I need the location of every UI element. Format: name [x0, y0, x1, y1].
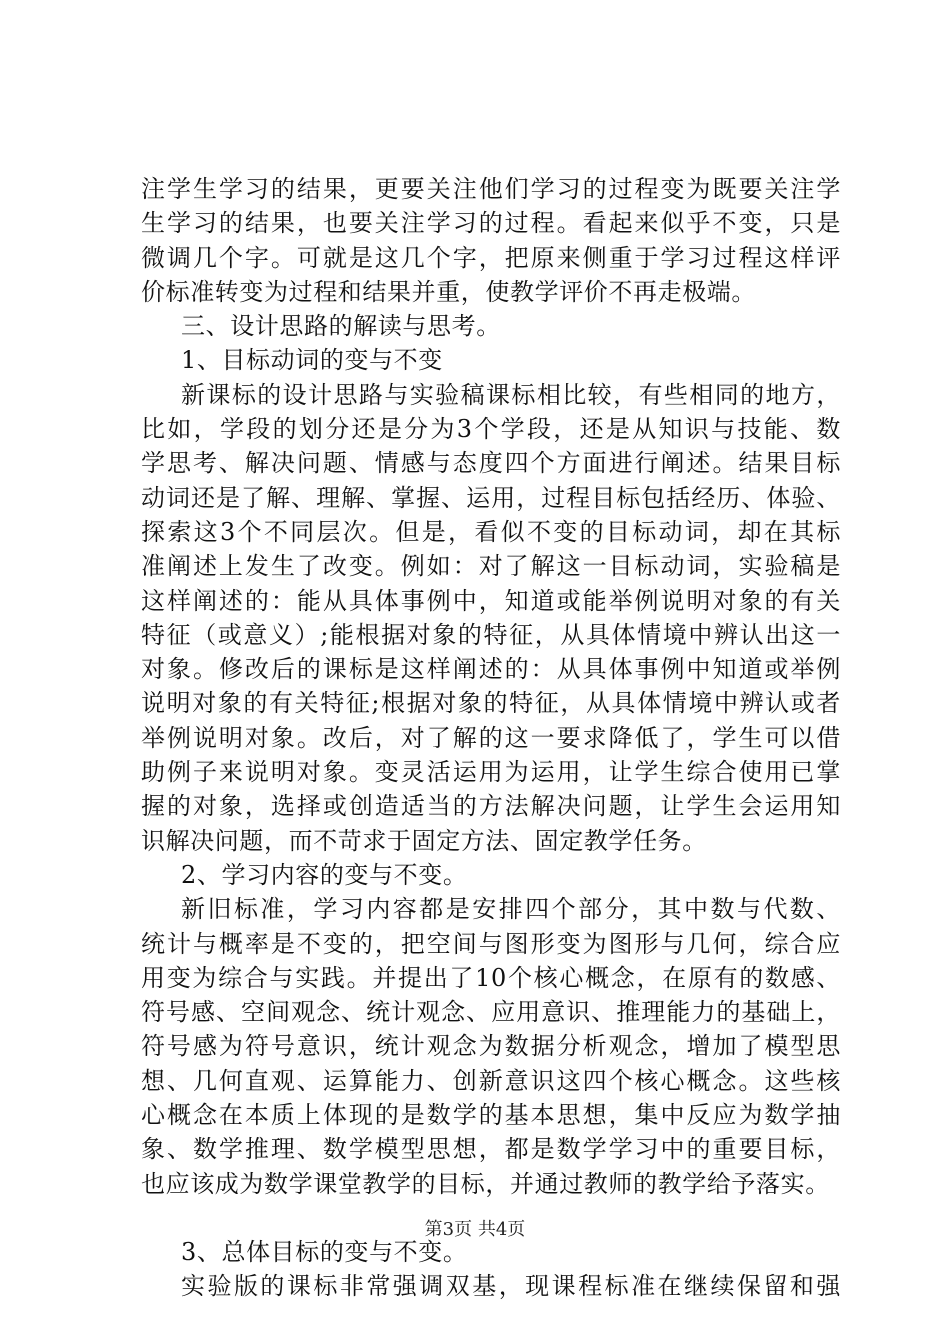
text-line: 握的对象，选择或创造适当的方法解决问题，让学生会运用知 — [141, 792, 841, 821]
text-line: 这样阐述的：能从具体事例中，知道或能举例说明对象的有关 — [141, 586, 841, 615]
page-footer: 第3页 共4页 — [424, 1219, 526, 1240]
text-line: 心概念在本质上体现的是数学的基本思想，集中反应为数学抽 — [141, 1101, 841, 1130]
text-line: 助例子来说明对象。变灵活运用为运用，让学生综合使用已掌 — [141, 758, 841, 787]
text-line: 统计与概率是不变的，把空间与图形变为图形与几何，综合应 — [141, 929, 841, 958]
text-line: 注学生学习的结果，更要关注他们学习的过程变为既要关注学 — [141, 175, 841, 203]
text-line: 符号感为符号意识，统计观念为数据分析观念，增加了模型思 — [141, 1032, 841, 1061]
text-line: 举例说明对象。改后，对了解的这一要求降低了，学生可以借 — [141, 723, 841, 752]
text-line: 微调几个字。可就是这几个字，把原来侧重于学习过程这样评 — [141, 243, 841, 272]
text-line: 识解决问题，而不苛求于固定方法、固定教学任务。 — [141, 826, 707, 855]
text-line: 也应该成为数学课堂教学的目标，并通过教师的教学给予落实。 — [141, 1169, 830, 1198]
text-line: 探索这3个不同层次。但是，看似不变的目标动词，却在其标 — [141, 517, 841, 546]
text-line: 新旧标准，学习内容都是安排四个部分，其中数与代数、 — [181, 895, 841, 924]
text-line: 三、设计思路的解读与思考。 — [181, 312, 501, 341]
text-line: 3、总体目标的变与不变。 — [181, 1237, 468, 1266]
text-line: 符号感、空间观念、统计观念、应用意识、推理能力的基础上， — [141, 998, 841, 1027]
document-body — [141, 172, 841, 1304]
text-line: 对象。修改后的课标是这样阐述的：从具体事例中知道或举例 — [141, 655, 841, 684]
text-line: 特征（或意义）;能根据对象的特征，从具体情境中辨认出这一 — [141, 620, 841, 649]
text-line: 价标准转变为过程和结果并重，使教学评价不再走极端。 — [141, 277, 756, 306]
text-line: 比如，学段的划分还是分为3个学段，还是从知识与技能、数 — [141, 415, 841, 444]
text-line: 用变为综合与实践。并提出了10个核心概念，在原有的数感、 — [141, 963, 841, 992]
text-line: 说明对象的有关特征;根据对象的特征，从具体情境中辨认或者 — [141, 689, 841, 718]
text-line: 准阐述上发生了改变。例如：对了解这一目标动词，实验稿是 — [141, 552, 841, 581]
text-line: 学思考、解决问题、情感与态度四个方面进行阐述。结果目标 — [141, 449, 841, 478]
text-line: 象、数学推理、数学模型思想，都是数学学习中的重要目标， — [141, 1135, 841, 1164]
text-line: 1、目标动词的变与不变 — [181, 346, 443, 375]
text-line: 动词还是了解、理解、掌握、运用，过程目标包括经历、体验、 — [141, 483, 841, 512]
text-line: 想、几何直观、运算能力、创新意识这四个核心概念。这些核 — [141, 1066, 841, 1095]
text-line: 生学习的结果，也要关注学习的过程。看起来似乎不变，只是 — [141, 209, 841, 238]
text-line: 新课标的设计思路与实验稿课标相比较，有些相同的地方， — [181, 380, 841, 409]
text-line: 实验版的课标非常强调双基，现课程标准在继续保留和强 — [181, 1272, 841, 1301]
text-line: 2、学习内容的变与不变。 — [181, 860, 468, 889]
